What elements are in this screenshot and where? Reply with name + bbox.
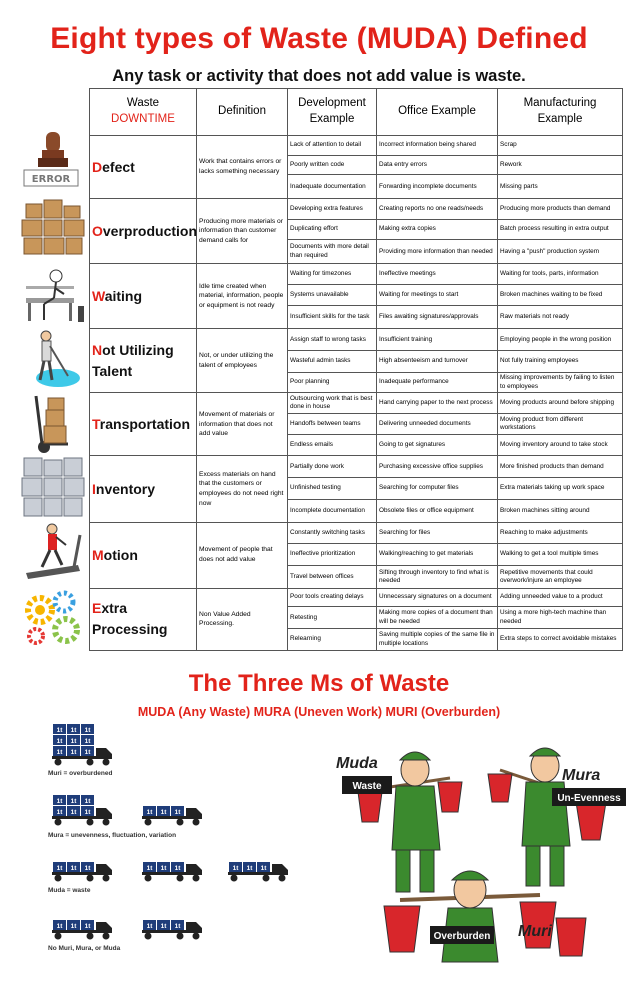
- waste-type-rest: ot Utilizing Talent: [92, 341, 174, 379]
- development-example: Relearning: [288, 629, 377, 651]
- truck-icon: [228, 861, 290, 884]
- caption-mura: Mura = unevenness, fluctuation, variation: [48, 832, 177, 839]
- truck-icon: [142, 805, 204, 828]
- truck-load-label: 1t: [146, 923, 153, 930]
- waste-definition: Not, or under utilizing the talent of employees: [197, 329, 288, 393]
- waste-type-rest: efect: [102, 158, 135, 175]
- truck-load-label: 1t: [56, 727, 63, 734]
- svg-text:ERROR: ERROR: [31, 174, 71, 185]
- waste-table: [89, 88, 623, 651]
- truck-load-label: 1t: [160, 809, 167, 816]
- waste-type-initial: T: [92, 415, 100, 432]
- manufacturing-example: Missing improvements by failing to listen to employees: [498, 372, 623, 393]
- waste-definition: Excess materials on hand that the customers or employees do not need right now: [197, 456, 288, 522]
- treadmill-runner-icon: [20, 521, 86, 583]
- waste-type-name: [90, 264, 197, 329]
- error-stamp-icon: [20, 130, 86, 192]
- waste-definition: Producing more materials or information than customer demand calls for: [197, 199, 288, 264]
- office-example: Providing more information than needed: [377, 240, 498, 264]
- table-row: [90, 329, 623, 351]
- waste-definition: Idle time created when material, information, people or equipment is not ready: [197, 264, 288, 329]
- truck-load-label: 1t: [146, 809, 153, 816]
- office-example: Inadequate performance: [377, 372, 498, 393]
- manufacturing-example: Raw materials not ready: [498, 305, 623, 329]
- waste-type-name: [90, 522, 197, 588]
- manufacturing-example: Having a "push" production system: [498, 240, 623, 264]
- office-example: Insufficient training: [377, 329, 498, 351]
- office-example: Saving multiple copies of the same file in multiple locations: [377, 629, 498, 651]
- table-header-row: [90, 89, 623, 136]
- hand-truck-icon: [20, 392, 86, 454]
- waste-type-initial: N: [92, 341, 103, 358]
- header-waste: [90, 89, 197, 136]
- table-row: [90, 393, 623, 414]
- waste-type-rest: aiting: [104, 287, 143, 304]
- office-example: Searching for computer files: [377, 478, 498, 500]
- manufacturing-example: Broken machines waiting to be fixed: [498, 284, 623, 305]
- manufacturing-example: Not fully training employees: [498, 351, 623, 373]
- waste-type-initial: O: [92, 222, 103, 239]
- truck-icon: [52, 861, 114, 884]
- manufacturing-example: Reaching to make adjustments: [498, 522, 623, 544]
- development-example: Systems unavailable: [288, 284, 377, 305]
- truck-load-label: 1t: [84, 865, 91, 872]
- development-example: Constantly switching tasks: [288, 522, 377, 544]
- office-example: Walking/reaching to get materials: [377, 544, 498, 566]
- waste-type-rest: xtra Processing: [92, 600, 168, 638]
- table-row: [90, 136, 623, 156]
- development-example: Outsourcing work that is best done in house: [288, 393, 377, 414]
- office-example: Making extra copies: [377, 219, 498, 240]
- page-subtitle: Any task or activity that does not add value is waste.: [112, 67, 526, 85]
- development-example: Assign staff to wrong tasks: [288, 329, 377, 351]
- label-un-evenness: Un-Evenness: [557, 793, 621, 804]
- three-ms-subtitle: MUDA (Any Waste) MURA (Uneven Work) MURI (Overburden): [137, 705, 501, 719]
- skeleton-bench-icon: [20, 264, 86, 326]
- truck-load-label: 1t: [84, 727, 91, 734]
- office-example: Creating reports no one reads/needs: [377, 199, 498, 220]
- office-example: Hand carrying paper to the next process: [377, 393, 498, 414]
- development-example: Waiting for timezones: [288, 264, 377, 285]
- development-example: Inadequate documentation: [288, 175, 377, 199]
- truck-load-label: 1t: [160, 865, 167, 872]
- label-waste: Waste: [352, 781, 382, 792]
- manufacturing-example: Using a more high-tech machine than needed: [498, 607, 623, 629]
- header-waste-label: Waste: [126, 97, 160, 110]
- office-example: Making more copies of a document than will be needed: [377, 607, 498, 629]
- truck-load-label: 1t: [84, 738, 91, 745]
- truck-icon: [52, 723, 114, 768]
- manufacturing-example: Extra steps to correct avoidable mistakes: [498, 629, 623, 651]
- caption-muri: Muri = overburdened: [48, 770, 113, 777]
- manufacturing-example: Moving inventory around to take stock: [498, 434, 623, 456]
- development-example: Unfinished testing: [288, 478, 377, 500]
- development-example: Insufficient skills for the task: [288, 305, 377, 329]
- truck-load-label: 1t: [260, 865, 267, 872]
- waste-type-initial: W: [92, 287, 105, 304]
- header-definition: Definition: [197, 89, 288, 136]
- truck-load-label: 1t: [70, 798, 77, 805]
- waste-type-rest: verproduction: [102, 222, 198, 239]
- caption-none: No Muri, Mura, or Muda: [48, 945, 121, 952]
- manufacturing-example: Employing people in the wrong position: [498, 329, 623, 351]
- label-mura: Mura: [562, 767, 601, 784]
- development-example: Poor planning: [288, 372, 377, 393]
- waste-type-rest: ransportation: [99, 415, 191, 432]
- truck-load-label: 1t: [232, 865, 239, 872]
- office-example: Forwarding incomplete documents: [377, 175, 498, 199]
- office-example: Obsolete files or office equipment: [377, 499, 498, 522]
- manufacturing-example: Producing more products than demand: [498, 199, 623, 220]
- waste-type-name: [90, 136, 197, 199]
- waste-type-rest: nventory: [95, 480, 156, 497]
- truck-load-label: 1t: [56, 923, 63, 930]
- truck-load-label: 1t: [84, 798, 91, 805]
- manufacturing-example: Missing parts: [498, 175, 623, 199]
- table-row: [90, 456, 623, 478]
- office-example: Waiting for meetings to start: [377, 284, 498, 305]
- truck-load-label: 1t: [84, 809, 91, 816]
- header-downtime-label: DOWNTIME: [111, 113, 175, 125]
- development-example: Poorly written code: [288, 155, 377, 175]
- development-example: Documents with more detail than required: [288, 240, 377, 264]
- office-example: Ineffective meetings: [377, 264, 498, 285]
- manufacturing-example: Repetitive movements that could overwork/injure an employee: [498, 566, 623, 589]
- muda-worker: [358, 752, 462, 892]
- caption-muda: Muda = waste: [48, 887, 91, 894]
- waste-type-initial: M: [92, 546, 104, 563]
- office-example: Data entry errors: [377, 155, 498, 175]
- table-row: [90, 264, 623, 285]
- waste-definition: Movement of materials or information that does not add value: [197, 393, 288, 456]
- header-office: Office Example: [377, 89, 498, 136]
- truck-icon: [52, 794, 114, 828]
- waste-type-name: [90, 456, 197, 522]
- table-row: [90, 588, 623, 607]
- truck-icon: [142, 861, 204, 884]
- office-example: Purchasing excessive office supplies: [377, 456, 498, 478]
- waste-type-name: [90, 199, 197, 264]
- manufacturing-example: Adding unneeded value to a product: [498, 588, 623, 607]
- waste-type-name: [90, 588, 197, 650]
- table-row: [90, 522, 623, 544]
- office-example: Files awaiting signatures/approvals: [377, 305, 498, 329]
- truck-load-label: 1t: [84, 923, 91, 930]
- truck-load-label: 1t: [56, 738, 63, 745]
- development-example: Retesting: [288, 607, 377, 629]
- waste-type-initial: D: [92, 158, 103, 175]
- development-example: Ineffective prioritization: [288, 544, 377, 566]
- office-example: Unnecessary signatures on a document: [377, 588, 498, 607]
- boxes-stack-icon: [20, 196, 86, 258]
- truck-load-label: 1t: [174, 809, 181, 816]
- office-example: Going to get signatures: [377, 434, 498, 456]
- truck-load-label: 1t: [70, 809, 77, 816]
- manufacturing-example: Walking to get a tool multiple times: [498, 544, 623, 566]
- truck-load-label: 1t: [174, 865, 181, 872]
- label-muda: Muda: [336, 755, 378, 772]
- development-example: Partially done work: [288, 456, 377, 478]
- development-example: Incomplete documentation: [288, 499, 377, 522]
- label-overburden: Overburden: [433, 931, 491, 942]
- truck-load-label: 1t: [56, 809, 63, 816]
- manufacturing-example: More finished products than demand: [498, 456, 623, 478]
- manufacturing-example: Rework: [498, 155, 623, 175]
- table-row: [90, 199, 623, 220]
- inventory-boxes-icon: [20, 456, 86, 518]
- waste-definition: Movement of people that does not add value: [197, 522, 288, 588]
- development-example: Developing extra features: [288, 199, 377, 220]
- development-example: Wasteful admin tasks: [288, 351, 377, 373]
- truck-icon: [52, 919, 114, 942]
- waste-definition: Work that contains errors or lacks something necessary: [197, 136, 288, 199]
- truck-load-label: 1t: [146, 865, 153, 872]
- waste-type-rest: otion: [103, 546, 138, 563]
- page-title: Eight types of Waste (MUDA) Defined: [50, 22, 588, 55]
- truck-load-label: 1t: [84, 749, 91, 756]
- truck-load-label: 1t: [70, 749, 77, 756]
- three-ms-title: The Three Ms of Waste: [188, 670, 450, 697]
- truck-load-label: 1t: [56, 798, 63, 805]
- header-development: Development Example: [288, 89, 377, 136]
- truck-load-label: 1t: [70, 923, 77, 930]
- office-example: Delivering unneeded documents: [377, 414, 498, 435]
- manufacturing-example: Scrap: [498, 136, 623, 156]
- waste-type-name: [90, 393, 197, 456]
- truck-load-label: 1t: [174, 923, 181, 930]
- person-cleaning-icon: [20, 328, 86, 390]
- truck-load-label: 1t: [246, 865, 253, 872]
- truck-icon: [142, 919, 204, 942]
- waste-type-initial: I: [92, 480, 96, 497]
- development-example: Endless emails: [288, 434, 377, 456]
- truck-load-label: 1t: [70, 738, 77, 745]
- office-example: Incorrect information being shared: [377, 136, 498, 156]
- manufacturing-example: Broken machines sitting around: [498, 499, 623, 522]
- waste-definition: Non Value Added Processing.: [197, 588, 288, 650]
- workers-cartoon: [330, 730, 630, 980]
- office-example: Sifting through inventory to find what is needed: [377, 566, 498, 589]
- label-muri: Muri: [518, 923, 552, 940]
- gears-icon: [20, 588, 86, 650]
- truck-load-label: 1t: [70, 727, 77, 734]
- manufacturing-example: Extra materials taking up work space: [498, 478, 623, 500]
- truck-load-label: 1t: [56, 749, 63, 756]
- manufacturing-example: Waiting for tools, parts, information: [498, 264, 623, 285]
- development-example: Handoffs between teams: [288, 414, 377, 435]
- office-example: Searching for files: [377, 522, 498, 544]
- manufacturing-example: Batch process resulting in extra output: [498, 219, 623, 240]
- truck-load-label: 1t: [160, 923, 167, 930]
- waste-type-initial: E: [92, 600, 102, 617]
- waste-type-name: [90, 329, 197, 393]
- manufacturing-example: Moving products around before shipping: [498, 393, 623, 414]
- truck-load-label: 1t: [70, 865, 77, 872]
- office-example: High absenteeism and turnover: [377, 351, 498, 373]
- manufacturing-example: Moving product from different workstations: [498, 414, 623, 435]
- development-example: Poor tools creating delays: [288, 588, 377, 607]
- development-example: Duplicating effort: [288, 219, 377, 240]
- header-manufacturing: Manufacturing Example: [498, 89, 623, 136]
- development-example: Travel between offices: [288, 566, 377, 589]
- truck-load-label: 1t: [56, 865, 63, 872]
- development-example: Lack of attention to detail: [288, 136, 377, 156]
